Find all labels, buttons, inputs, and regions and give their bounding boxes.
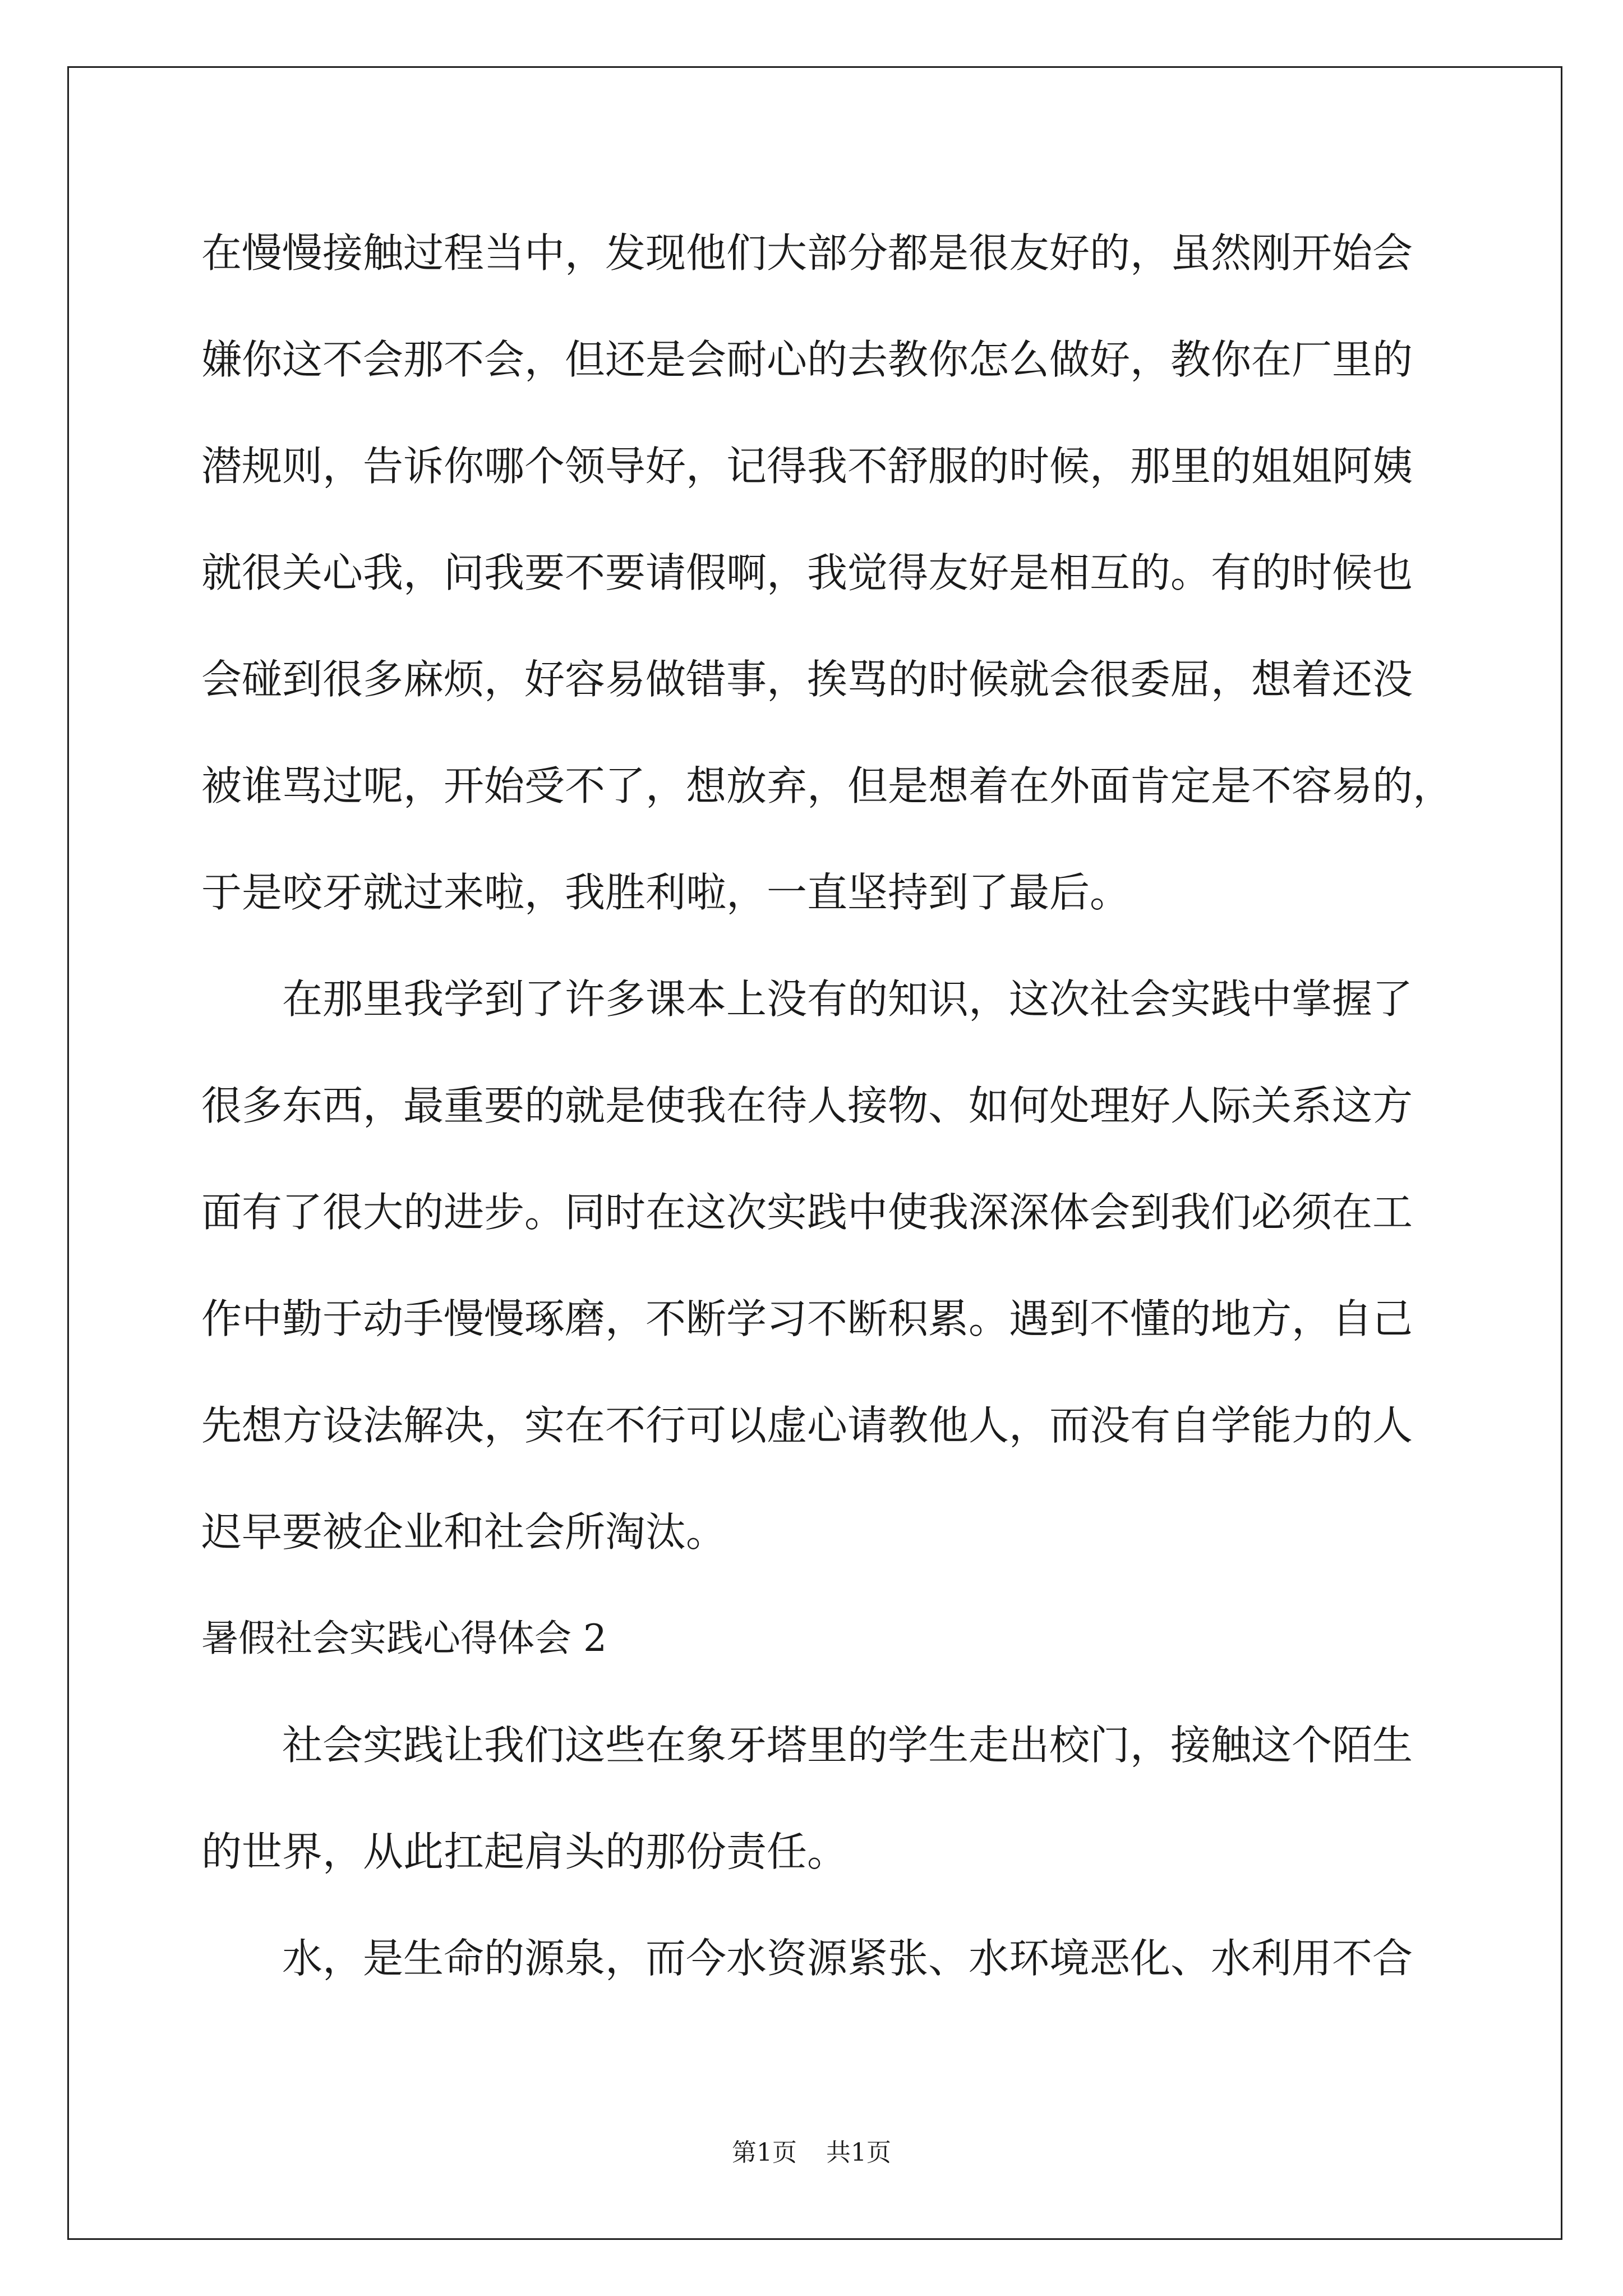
text-line: 很多东西，最重要的就是使我在待人接物、如何处理好人际关系这方 <box>201 1082 1413 1129</box>
text-line: 嫌你这不会那不会，但还是会耐心的去教你怎么做好，教你在厂里的 <box>201 336 1413 383</box>
text-line: 于是咬牙就过来啦，我胜利啦，一直坚持到了最后。 <box>201 869 1131 916</box>
text-line: 社会实践让我们这些在象牙塔里的学生走出校门，接触这个陌生 <box>282 1722 1413 1769</box>
text-line: 的世界，从此扛起肩头的那份责任。 <box>201 1828 848 1875</box>
page-footer <box>0 2136 1623 2170</box>
body-text <box>201 200 1536 2012</box>
text-line: 水，是生命的源泉，而今水资源紧张、水环境恶化、水利用不合 <box>282 1935 1413 1982</box>
page-number-current: 第1页 <box>732 2138 797 2167</box>
page-number-total: 共1页 <box>826 2138 891 2167</box>
text-line: 先想方设法解决，实在不行可以虚心请教他人，而没有自学能力的人 <box>201 1402 1413 1449</box>
text-line: 被谁骂过呢，开始受不了，想放弃，但是想着在外面肯定是不容易的， <box>201 762 1454 809</box>
text-line: 会碰到很多麻烦，好容易做错事，挨骂的时候就会很委屈，想着还没 <box>201 656 1413 703</box>
text-line: 在那里我学到了许多课本上没有的知识，这次社会实践中掌握了 <box>282 976 1413 1023</box>
text-line: 就很关心我，问我要不要请假啊，我觉得友好是相互的。有的时候也 <box>201 549 1413 596</box>
text-line: 作中勤于动手慢慢琢磨，不断学习不断积累。遇到不懂的地方，自己 <box>201 1295 1413 1342</box>
text-line: 在慢慢接触过程当中，发现他们大部分都是很友好的，虽然刚开始会 <box>201 229 1413 277</box>
text-line: 面有了很大的进步。同时在这次实践中使我深深体会到我们必须在工 <box>201 1189 1413 1236</box>
section-heading: 暑假社会实践心得体会 2 <box>201 1617 607 1660</box>
text-line: 潜规则，告诉你哪个领导好，记得我不舒服的时候，那里的姐姐阿姨 <box>201 443 1413 490</box>
text-line: 迟早要被企业和社会所淘汰。 <box>201 1508 727 1556</box>
